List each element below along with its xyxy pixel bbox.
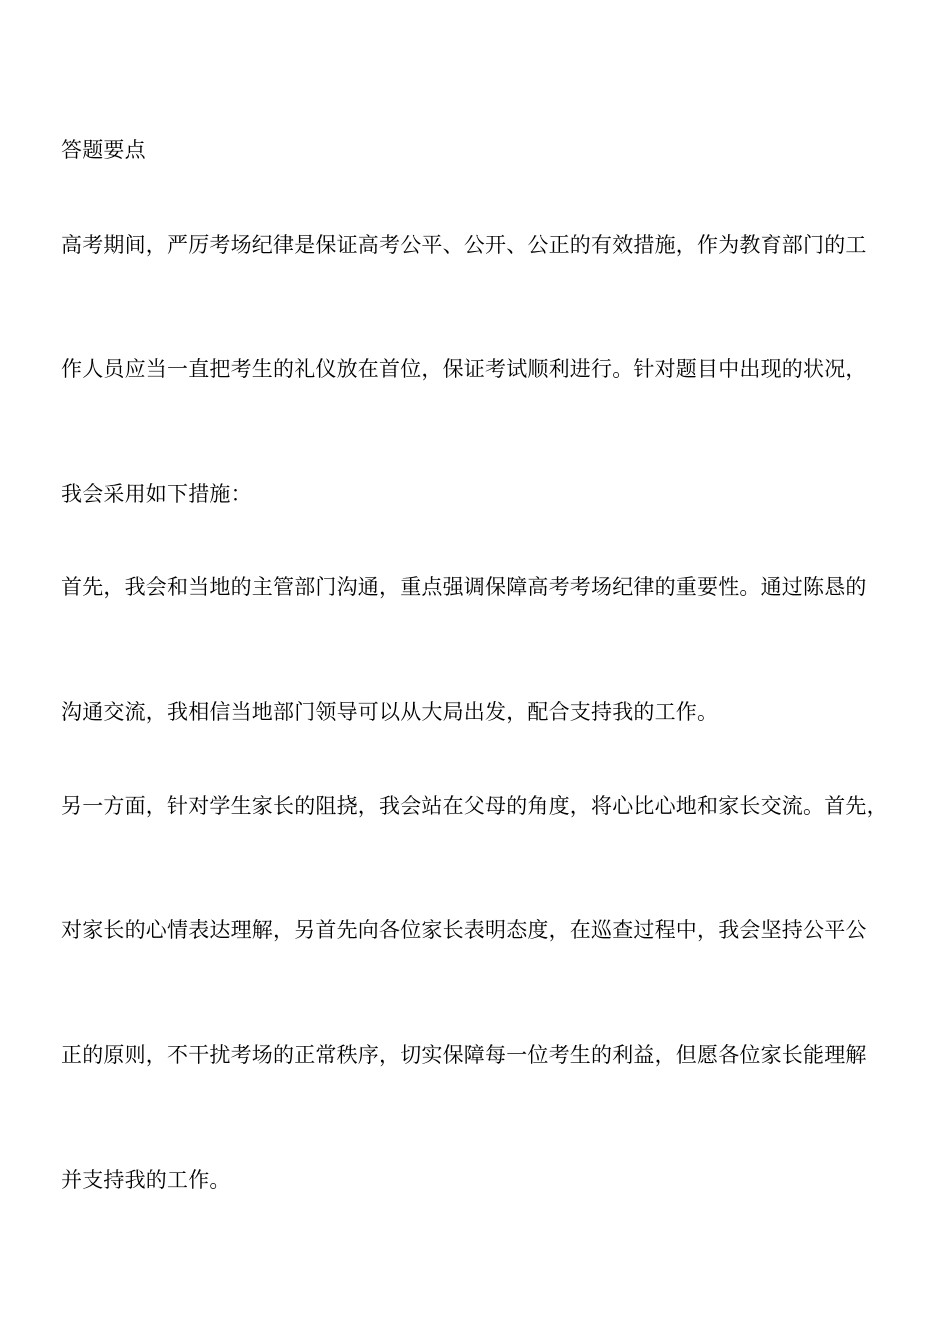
paragraph-line: 并支持我的工作。	[61, 1168, 231, 1192]
paragraph-line: 另一方面，针对学生家长的阻挠，我会站在父母的角度，将心比心地和家长交流。首先，	[61, 794, 888, 818]
paragraph-line: 首先，我会和当地的主管部门沟通，重点强调保障高考考场纪律的重要性。通过陈恳的	[61, 575, 867, 599]
paragraph-line: 我会采用如下措施：	[61, 482, 252, 506]
paragraph-line: 沟通交流，我相信当地部门领导可以从大局出发，配合支持我的工作。	[61, 700, 719, 724]
paragraph-line: 高考期间，严厉考场纪律是保证高考公平、公开、公正的有效措施，作为教育部门的工	[61, 233, 867, 257]
paragraph-line: 对家长的心情表达理解，另首先向各位家长表明态度，在巡查过程中，我会坚持公平公	[61, 918, 867, 942]
paragraph-line: 正的原则，不干扰考场的正常秩序，切实保障每一位考生的利益，但愿各位家长能理解	[61, 1043, 867, 1067]
paragraph-line: 作人员应当一直把考生的礼仪放在首位，保证考试顺利进行。针对题目中出现的状况，	[61, 357, 867, 381]
document-heading: 答题要点	[61, 138, 146, 162]
